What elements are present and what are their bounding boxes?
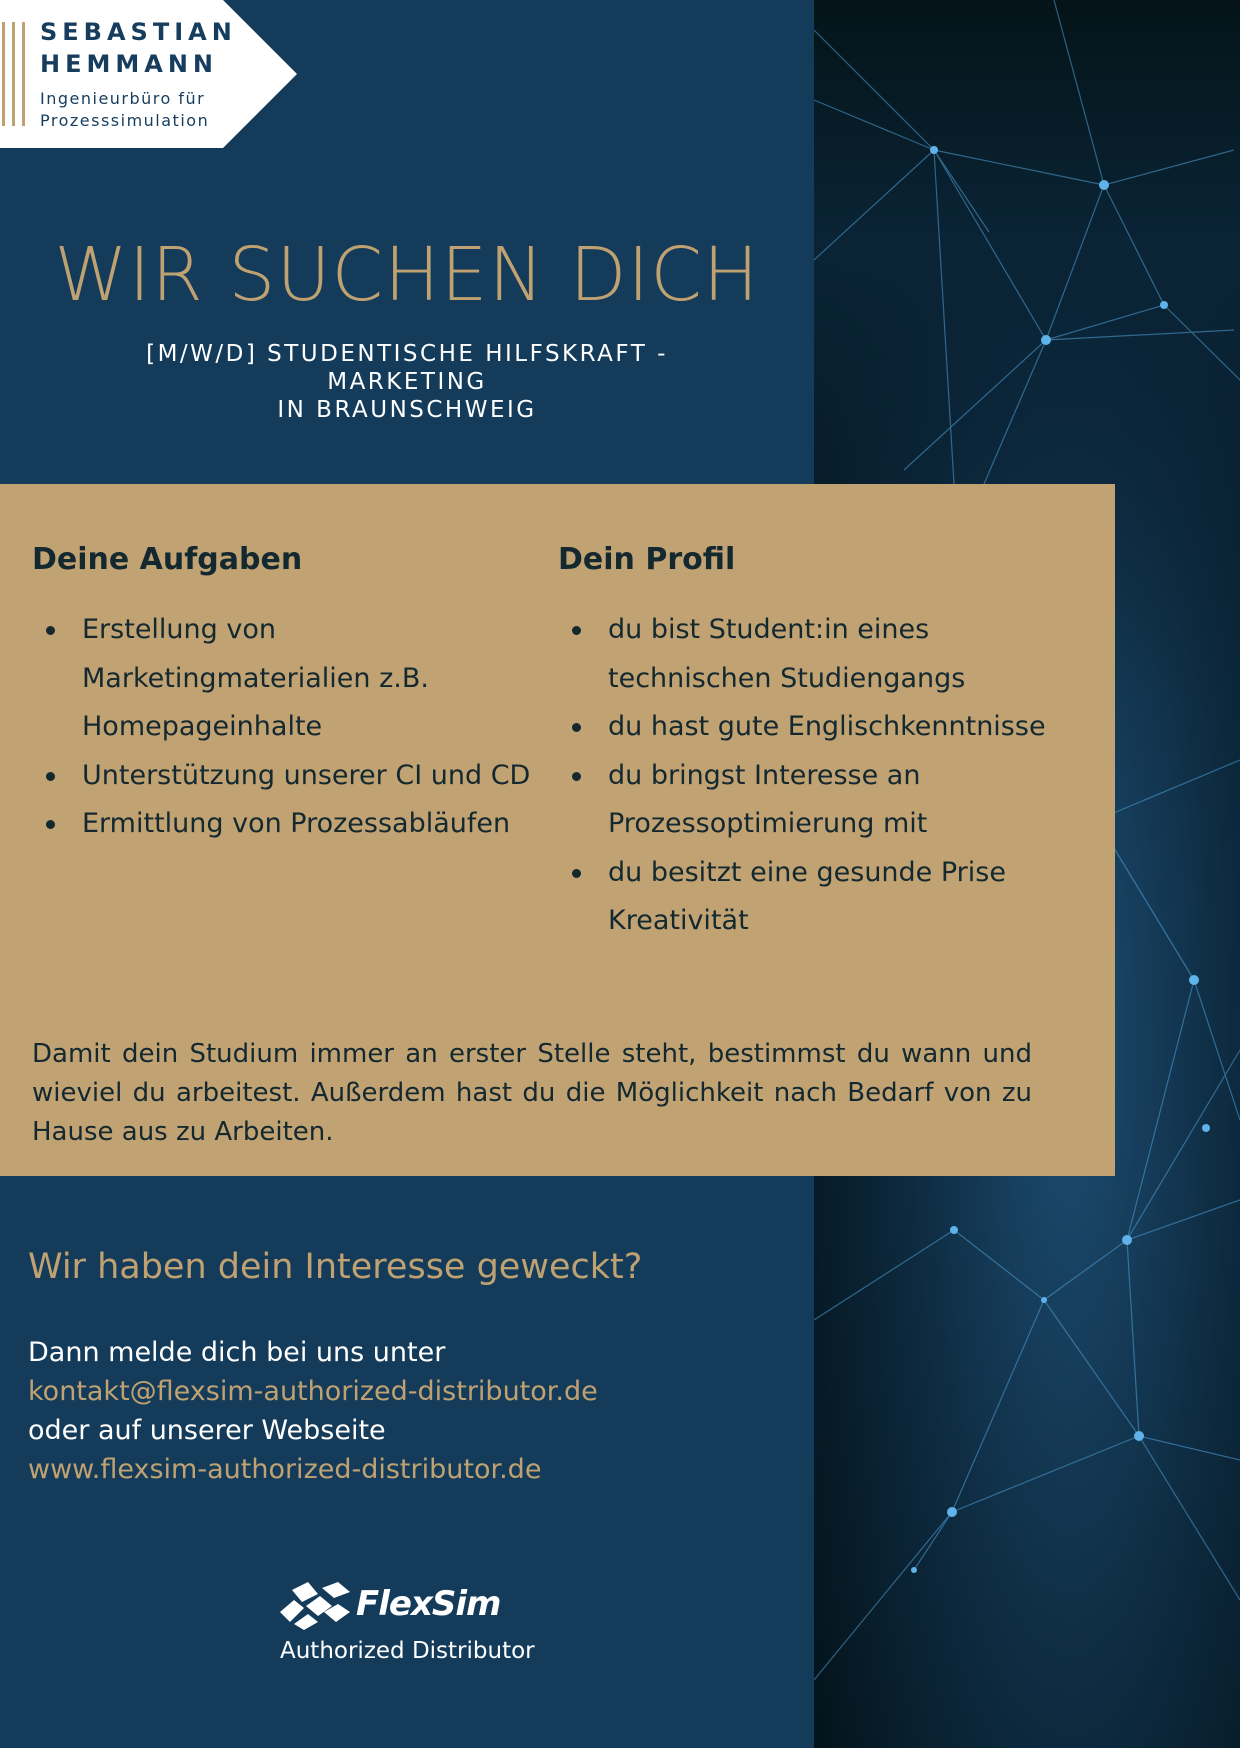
profil-item: du hast gute Englischkenntnisse [558,703,1078,752]
job-title-line2: MARKETING [327,369,487,395]
profil-list [558,606,1078,946]
aufgaben-item: Ermittlung von Prozessabläufen [32,800,532,849]
job-title-line3: IN BRAUNSCHWEIG [277,397,537,423]
contact-website-link[interactable]: www.flexsim-authorized-distributor.de [28,1454,542,1485]
logo-subtitle-line1: Ingenieurbüro für [40,89,206,108]
profil-item: du bist Student:in eines technischen Studiengangs [558,606,1078,703]
logo-name [40,16,237,80]
flexsim-subtitle: Authorized Distributor [280,1638,535,1664]
company-logo [0,0,300,148]
flexsim-mark-icon [280,1582,354,1630]
flexsim-logo [278,1580,538,1670]
logo-subtitle-line2: Prozesssimulation [40,111,210,130]
aufgaben-item: Erstellung von Marketingmaterialien z.B. Homepageinhalte [32,606,532,752]
logo-subtitle [40,88,209,132]
profil-title: Dein Profil [558,542,736,577]
contact-email-link[interactable]: kontakt@flexsim-authorized-distributor.de [28,1376,598,1407]
logo-bars [0,22,30,126]
logo-name-line1: SEBASTIAN [40,18,237,46]
contact-line2: oder auf unserer Webseite [28,1415,386,1446]
aufgaben-list [32,606,532,849]
job-title [120,340,694,424]
page-headline: WIR SUCHEN DICH [54,232,760,318]
flexsim-wordmark: FlexSim [356,1584,501,1624]
aufgaben-item: Unterstützung unserer CI und CD [32,752,532,801]
aufgaben-title: Deine Aufgaben [32,542,303,577]
profil-item: du bringst Interesse an Prozessoptimierung mit [558,752,1078,849]
profil-item: du besitzt eine gesunde Prise Kreativität [558,849,1078,946]
logo-name-line2: HEMMANN [40,50,218,78]
job-title-line1: [M/W/D] STUDENTISCHE HILFSKRAFT - [146,341,668,367]
contact-line1: Dann melde dich bei uns unter [28,1337,446,1368]
work-flexibility-note: Damit dein Studium immer an erster Stelle steht, bestimmst du wann und wieviel du arbeitest. Außerdem hast du die Möglichkeit nach Bedarf von zu Hause aus zu Arbeiten. [32,1039,1032,1147]
contact-title: Wir haben dein Interesse geweckt? [28,1247,643,1287]
